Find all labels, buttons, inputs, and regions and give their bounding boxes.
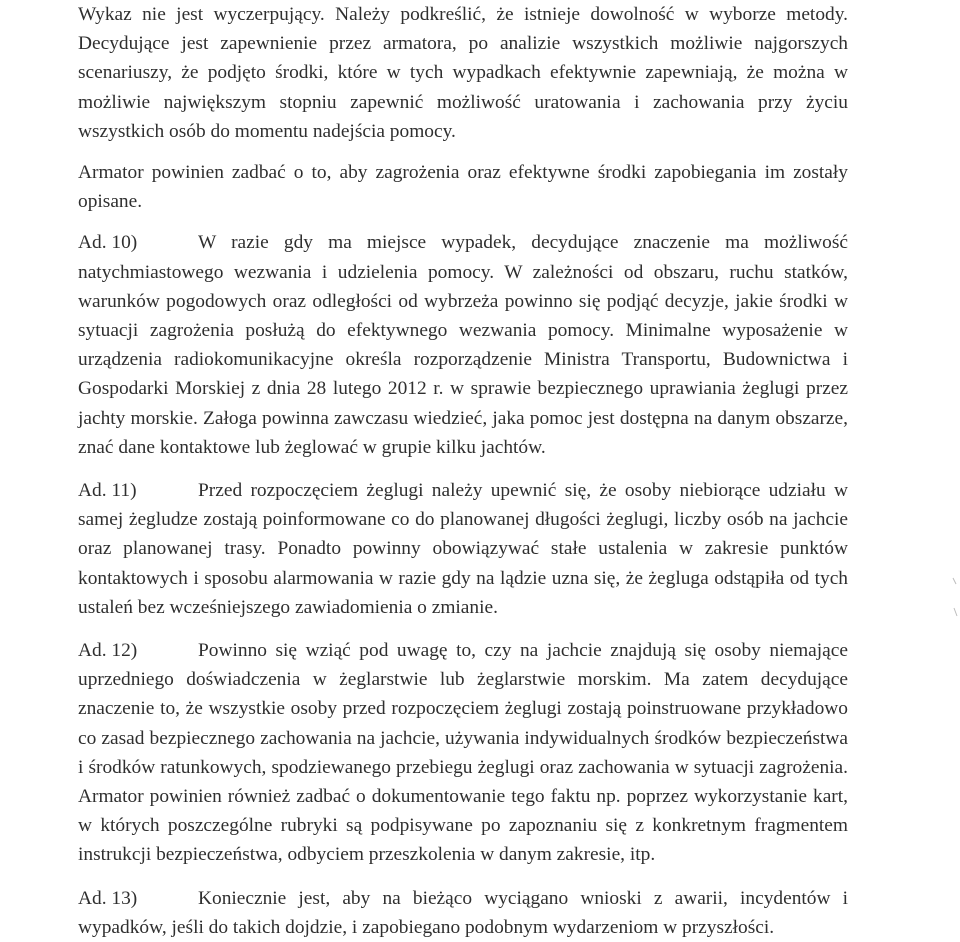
paragraph-text: Powinno się wziąć pod uwagę to, czy na jachcie znajdują się osoby niemające uprzedniego doświadczenia w żeglarstwie lub żeglarstwie morskim. Ma zatem decydujące znaczenie to, że wszystkie osoby przed rozpoczęciem żeglugi zostają poinstruowane przykładowo co zasad bezpiecznego zachowania na jachcie, używania indywidualnych środków bezpieczeństwa i środków ratunkowych, spodziewanego przebiegu żeglugi oraz zachowania w sytuacji zagrożenia. Armator powinien również zadbać o dokumentowanie tego faktu np. poprzez wykorzystanie kart, w których poszczególne rubryki są podpisywane po zapoznaniu się z konkretnym fragmentem instrukcji bezpieczeństwa, odbyciem przeszkolenia w danym zakresie, itp. — [78, 640, 848, 866]
paragraph-text: Koniecznie jest, aby na bieżąco wyciągano wnioski z awarii, incydentów i wypadków, jeśli do takich dojdzie, i zapobiegano podobnym wydarzeniom w przyszłości. — [78, 887, 848, 938]
paragraph-ad-10 — [78, 228, 848, 462]
paragraph-ad-12 — [78, 636, 848, 870]
section-label-text: Ad. 10) — [78, 232, 138, 254]
paragraph-ad-11 — [78, 476, 848, 622]
section-label-text: Ad. 13) — [78, 887, 138, 909]
scan-edge-mark-icon — [952, 576, 958, 618]
scan-edge-mark — [952, 576, 958, 618]
section-label — [78, 636, 198, 665]
paragraph-text: Wykaz nie jest wyczerpujący. Należy podkreślić, że istnieje dowolność w wyborze metody. Decydujące jest zapewnienie przez armatora, po analizie wszystkich możliwie najgorszych scenariuszy, że podjęto środki, które w tych wypadkach efektywnie zapewniają, że można w możliwie największym stopniu zapewnić możliwość uratowania i zachowania przy życiu wszystkich osób do momentu nadejścia pomocy. — [78, 4, 848, 142]
section-label-text: Ad. 12) — [78, 640, 138, 662]
paragraph-armator — [78, 158, 848, 216]
paragraph-text: W razie gdy ma miejsce wypadek, decydujące znaczenie ma możliwość natychmiastowego wezwania i udzielenia pomocy. W zależności od obszaru, ruchu statków, warunków pogodowych oraz odległości od wybrzeża powinno się podjąć decyzje, jakie środki w sytuacji zagrożenia posłużą do efektywnego wezwania pomocy. Minimalne wyposażenie w urządzenia radiokomunikacyjne określa rozporządzenie Ministra Transportu, Budownictwa i Gospodarki Morskiej z dnia 28 lutego 2012 r. w sprawie bezpiecznego uprawiania żeglugi przez jachty morskie. Załoga powinna zawczasu wiedzieć, jaka pomoc jest dostępna na danym obszarze, znać dane kontaktowe lub żeglować w grupie kilku jachtów. — [78, 232, 848, 458]
paragraph-text: Przed rozpoczęciem żeglugi należy upewnić się, że osoby niebiorące udziału w samej żegludze zostają poinformowane co do planowanej długości żeglugi, liczby osób na jachcie oraz planowanej trasy. Ponadto powinny obowiązywać stałe ustalenia w zakresie punktów kontaktowych i sposobu alarmowania w razie gdy na lądzie uzna się, że żegluga odstąpiła od tych ustaleń bez wcześniejszego zawiadomienia o zmianie. — [78, 480, 848, 618]
paragraph-ad-13 — [78, 884, 848, 942]
paragraph-intro — [78, 0, 848, 146]
section-label — [78, 884, 198, 913]
section-label — [78, 476, 198, 505]
document-page — [78, 0, 848, 942]
paragraph-text: Armator powinien zadbać o to, aby zagrożenia oraz efektywne środki zapobiegania im zostały opisane. — [78, 162, 848, 213]
section-label — [78, 228, 198, 257]
section-label-text: Ad. 11) — [78, 480, 137, 502]
